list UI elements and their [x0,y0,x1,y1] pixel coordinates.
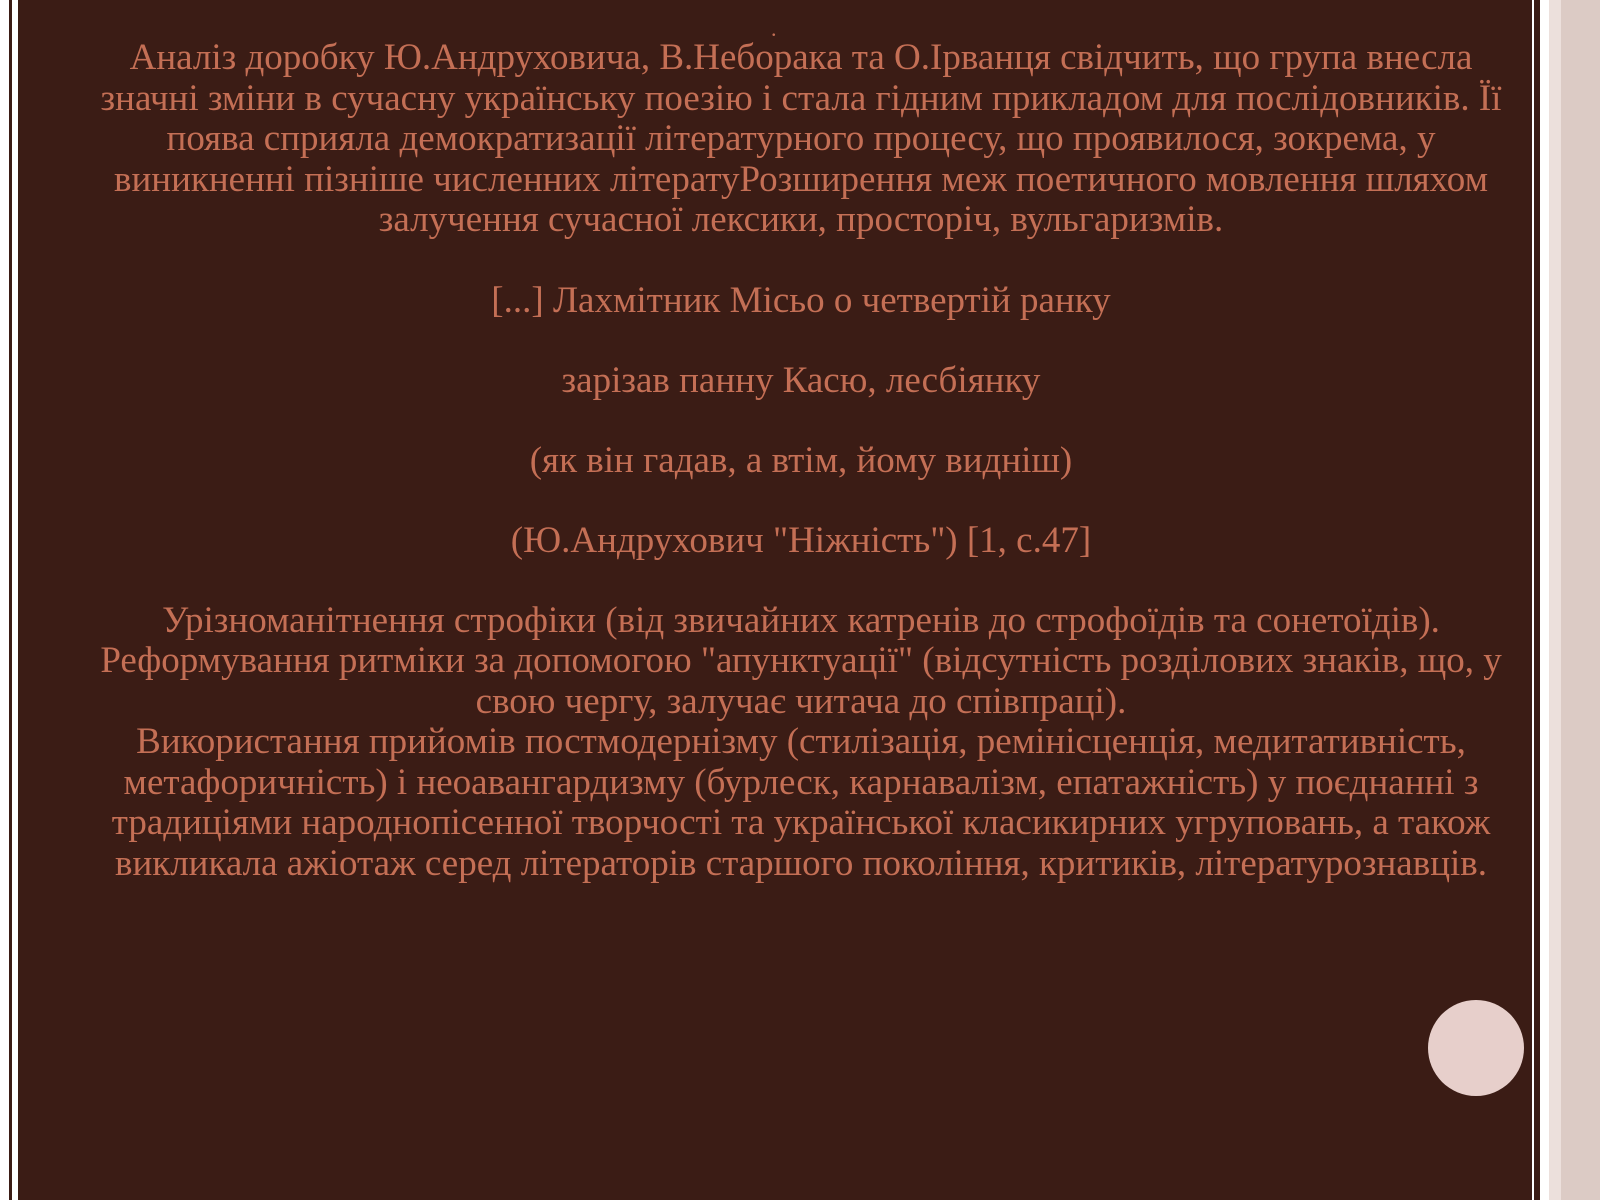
decorative-circle [1428,1000,1524,1096]
features-paragraph: Урізноманітнення строфіки (від звичайних катренів до строфоїдів та сонетоїдів). Реформування ритміки за допомогою "апунктуації" (відсутність розділових знаків, що, у свою чергу, залучає читача до співпраці). Використання прийомів постмодернізму (стилізація, ремінісценція, медитативність, метафоричність) і неоавангардизму (бурлеск, карнавалізм, епатажність) у поєднанні з традиціями народнопісенної творчості та української класикирних угруповань, а також викликала ажіотаж серед літераторів старшого покоління, критиків, літературознавців. [100,599,1502,884]
frame-line-left [9,0,12,1200]
frame-line-right [1534,0,1540,1200]
slide-body-text [78,38,1524,884]
right-decorative-band-highlight [1549,0,1561,1200]
top-dot-mark: . [771,16,777,41]
poem-line-1: [...] Лахмітник Місьо о четвертій ранку [491,279,1111,321]
poem-line-2: зарізав панну Касю, лесбіянку [561,359,1041,401]
poem-line-3: (як він гадав, а втім, йому видніш) [529,439,1073,481]
intro-paragraph: Аналіз доробку Ю.Андруховича, В.Небoрака та О.Ірванця свідчить, що група внесла значні зміни в сучасну українську поезію і стала гідним прикладом для послідовників. Її поява сприяла демократизації літературного процесу, що проявилося, зокрема, у виникненні пізніше численних літератуРозширення меж поетичного мовлення шляхом залучення сучасної лексики, просторіч, вульгаризмів. [100,37,1502,240]
poem-citation: (Ю.Андрухович "Ніжність") [1, с.47] [510,519,1092,561]
